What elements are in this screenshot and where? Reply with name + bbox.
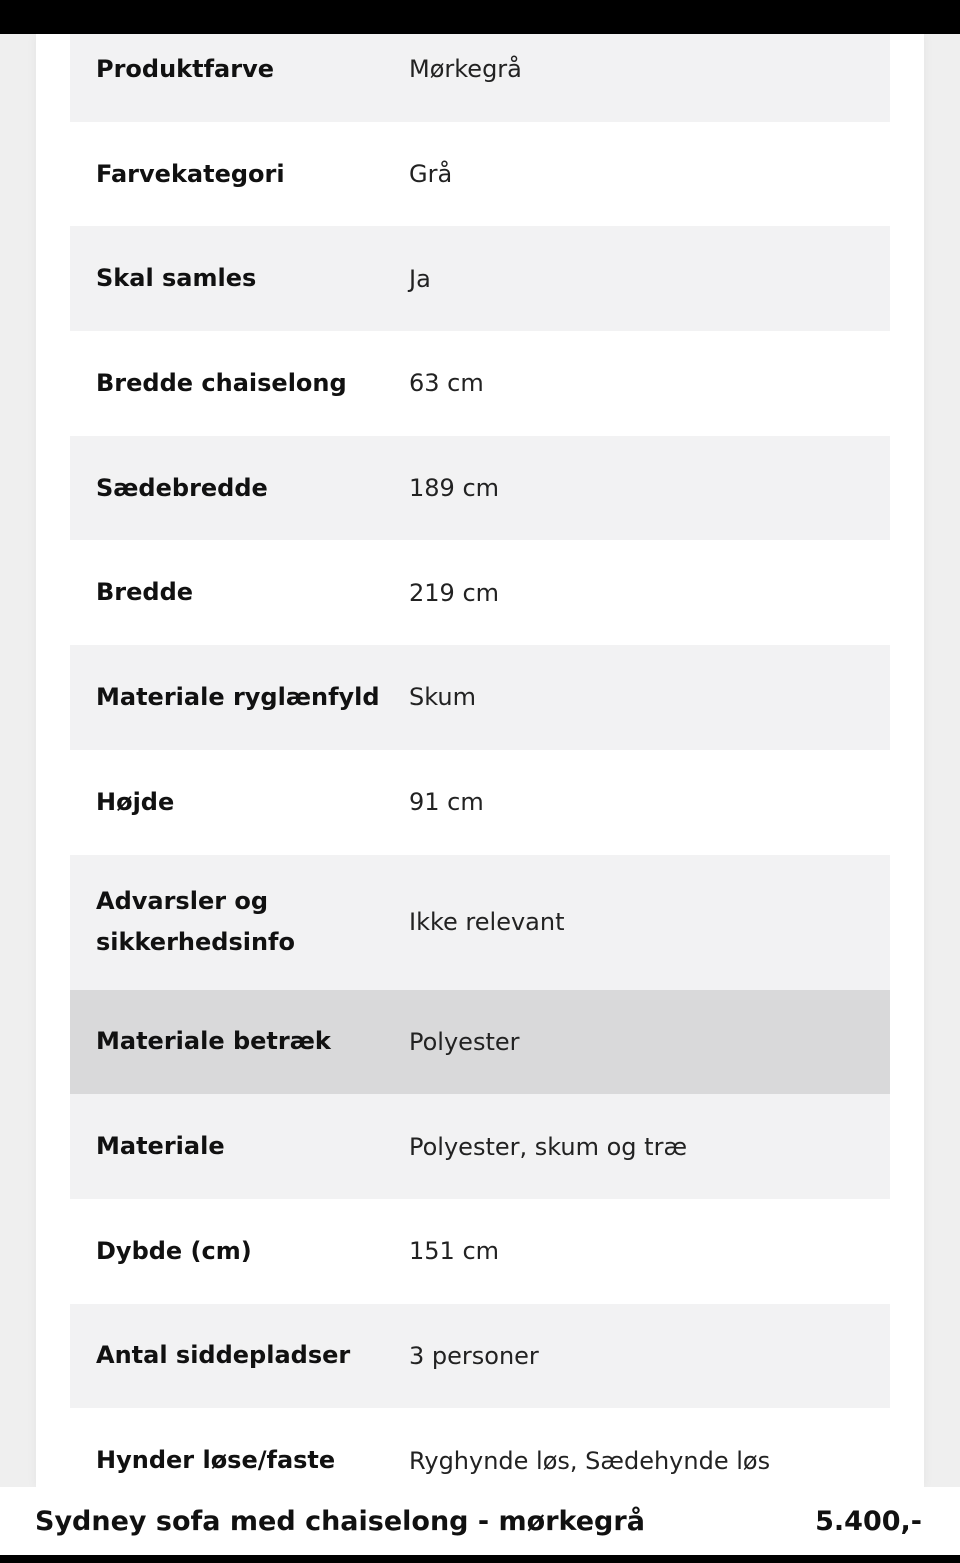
spec-row-hynder	[70, 1408, 890, 1487]
spec-label: Skal samles	[96, 264, 257, 293]
spec-value: Polyester	[409, 1027, 520, 1056]
spec-row-materiale-ryglaenfyld	[70, 645, 890, 750]
spec-label: Materiale ryglænfyld	[96, 682, 380, 711]
spec-value: Grå	[409, 160, 453, 189]
spec-row-dybde	[70, 1199, 890, 1304]
spec-row-bredde	[70, 540, 890, 645]
spec-value: Ryghynde løs, Sædehynde løs	[409, 1446, 771, 1475]
spec-row-hojde	[70, 750, 890, 855]
spec-label: Dybde (cm)	[96, 1236, 252, 1265]
spec-row-materiale	[70, 1094, 890, 1199]
spec-label: Produktfarve	[96, 54, 275, 83]
spec-row-saedebredde	[70, 436, 890, 541]
specs-table	[70, 34, 890, 1487]
spec-value: 189 cm	[409, 474, 500, 503]
spec-label: Højde	[96, 787, 175, 816]
spec-value: Skum	[409, 683, 476, 712]
spec-label: Antal siddepladser	[96, 1341, 351, 1370]
spec-value: 219 cm	[409, 578, 500, 607]
spec-row-materiale-betraek	[70, 990, 890, 1095]
status-bar	[0, 0, 960, 34]
spec-value: Ja	[409, 264, 431, 293]
spec-label: Materiale	[96, 1132, 225, 1161]
spec-value: Polyester, skum og træ	[409, 1132, 688, 1161]
product-price: 5.400,-	[815, 1505, 922, 1537]
product-specs-card	[36, 34, 924, 1487]
bottom-edge	[0, 1555, 960, 1563]
spec-row-skal-samles	[70, 226, 890, 331]
spec-label: Materiale betræk	[96, 1027, 331, 1056]
spec-label: Bredde chaiselong	[96, 368, 347, 397]
spec-value: Mørkegrå	[409, 55, 522, 84]
spec-row-produktfarve	[70, 34, 890, 122]
product-title: Sydney sofa med chaiselong - mørkegrå	[35, 1505, 645, 1537]
spec-value: 3 personer	[409, 1341, 539, 1370]
spec-value: 91 cm	[409, 788, 484, 817]
spec-row-farvekategori	[70, 122, 890, 227]
spec-row-antal-siddepladser	[70, 1304, 890, 1409]
spec-value: Ikke relevant	[409, 908, 565, 936]
spec-value: 63 cm	[409, 369, 484, 398]
spec-label: Advarsler og sikkerhedsinfo	[96, 887, 295, 956]
spec-label: Farvekategori	[96, 159, 285, 188]
spec-label: Sædebredde	[96, 473, 268, 502]
spec-value: 151 cm	[409, 1237, 500, 1266]
spec-label: Hynder løse/faste	[96, 1446, 336, 1475]
spec-label: Bredde	[96, 578, 194, 607]
sticky-product-bar[interactable]	[0, 1487, 960, 1555]
spec-row-advarsler	[70, 855, 890, 990]
spec-row-bredde-chaiselong	[70, 331, 890, 436]
